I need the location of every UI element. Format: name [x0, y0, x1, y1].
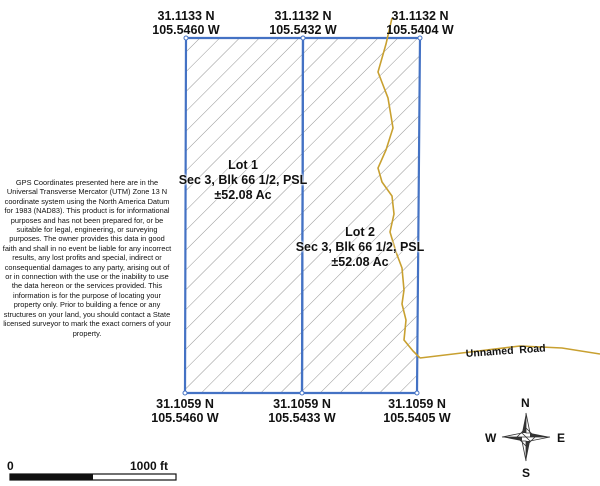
corner-marker-bottom-mid [300, 391, 304, 395]
lot-1-label [163, 158, 323, 203]
road-label: Unnamed Road [465, 342, 546, 360]
coord-top-mid [263, 9, 343, 37]
corner-marker-bottom-left [183, 391, 187, 395]
lot-2-area: ±52.08 Ac [331, 255, 389, 269]
scale-end-label: 1000 ft [130, 459, 169, 473]
coord-bottom-right-lon: 105.5405 W [383, 411, 451, 425]
disclaimer-text: GPS Coordinates presented here are in the Universal Transverse Mercator (UTM) Zone 13 N coordinate system using the North America Datum for 1983 (NAD83). This product is for informational purposes and has not been prepared for, or be suitable for legal, engineering, or surveying purposes. The owner provides this data in good faith and shall in no event be liable for any incorrect results, any lost profits and special, indirect or consequential damages to any party, arising out of or in connection with the use or the inability to use the data hereon or the services provided. This information is for the purpose of locating your property only. Prior to building a fence or any structures on your land, you should contact a State licensed surveyor to mark the exact corners of your property. [2, 178, 172, 338]
coord-bottom-left-lon: 105.5460 W [151, 411, 219, 425]
compass-e-label: E [557, 431, 566, 445]
coord-top-mid-lat: 31.1132 N [274, 9, 332, 23]
coord-top-right-lat: 31.1132 N [391, 9, 449, 23]
compass-rose-icon [502, 413, 550, 461]
lot-2-section: Sec 3, Blk 66 1/2, PSL [295, 240, 425, 254]
coord-bottom-mid [262, 397, 342, 425]
coord-top-left-lat: 31.1133 N [157, 9, 215, 23]
coord-top-left-lon: 105.5460 W [152, 23, 220, 37]
coord-bottom-mid-lon: 105.5433 W [268, 411, 336, 425]
lot-1-parcel[interactable] [185, 38, 303, 393]
lot-2-parcel[interactable] [302, 38, 420, 393]
corner-marker-bottom-right [415, 391, 419, 395]
coord-bottom-left [145, 397, 225, 425]
coord-bottom-left-lat: 31.1059 N [156, 397, 214, 411]
lot-2-label [280, 225, 440, 270]
coord-top-right-lon: 105.5404 W [386, 23, 454, 37]
coord-bottom-right [377, 397, 457, 425]
scale-start-label: 0 [7, 459, 14, 473]
coord-top-mid-lon: 105.5432 W [269, 23, 337, 37]
scale-bar [10, 474, 176, 480]
compass-n-label: N [521, 396, 530, 410]
compass-w-label: W [485, 431, 497, 445]
lot-1-area: ±52.08 Ac [214, 188, 272, 202]
lot-1-section: Sec 3, Blk 66 1/2, PSL [178, 173, 308, 187]
coord-bottom-right-lat: 31.1059 N [388, 397, 446, 411]
coord-bottom-mid-lat: 31.1059 N [273, 397, 331, 411]
coord-top-left [146, 9, 226, 37]
compass-s-label: S [522, 466, 531, 480]
lot-2-name: Lot 2 [345, 225, 375, 239]
lot-1-name: Lot 1 [228, 158, 258, 172]
coord-top-right [380, 9, 460, 37]
